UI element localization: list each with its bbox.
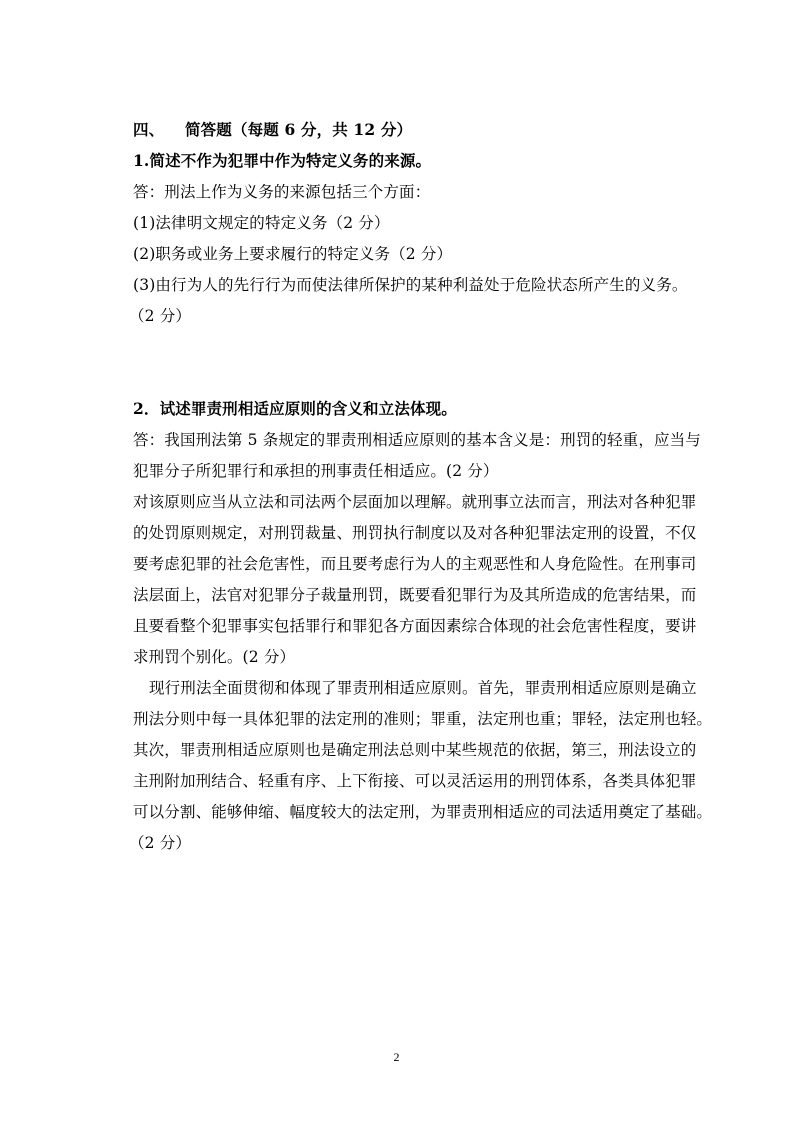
question-2-answer-line: 刑法分则中每一具体犯罪的法定刑的准则；罪重，法定刑也重；罪轻，法定刑也轻。 — [133, 710, 713, 728]
question-2-answer-line: 对该原则应当从立法和司法两个层面加以理解。就刑事立法而言，刑法对各种犯罪 — [133, 493, 697, 511]
question-2-answer-line: 要考虑犯罪的社会危害性，而且要考虑行为人的主观恶性和人身危险性。在刑事司 — [133, 555, 697, 573]
question-1-answer-line: （2 分） — [129, 307, 192, 325]
question-2-answer-line: 答：我国刑法第 5 条规定的罪责刑相适应原则的基本含义是：刑罚的轻重，应当与 — [133, 431, 701, 449]
question-2-answer-line: 其次，罪责刑相适应原则也是确定刑法总则中某些规范的依据，第三，刑法设立的 — [133, 741, 697, 759]
section-title: 简答题（每题 6 分，共 12 分） — [185, 120, 413, 139]
question-1-answer-line: (1)法律明文规定的特定义务（2 分） — [133, 214, 390, 232]
question-2-answer-line: 犯罪分子所犯罪行和承担的刑事责任相适应。(2 分） — [133, 462, 499, 480]
question-2-answer-line: 的处罚原则规定，对刑罚裁量、刑罚执行制度以及对各种犯罪法定刑的设置，不仅 — [133, 524, 697, 542]
question-2-answer-line: 主刑附加刑结合、轻重有序、上下衔接、可以灵活运用的刑罚体系，各类具体犯罪 — [133, 772, 697, 790]
section-heading — [133, 120, 713, 140]
question-2-answer-line: 可以分割、能够伸缩、幅度较大的法定刑，为罪责刑相适应的司法适用奠定了基础。 — [133, 803, 713, 821]
question-1-answer-line: (2)职务或业务上要求履行的特定义务（2 分） — [133, 245, 453, 263]
question-2-answer-line: （2 分） — [129, 834, 192, 852]
question-2-title: 2．试述罪责刑相适应原则的含义和立法体现。 — [133, 399, 457, 418]
page-number: 2 — [393, 1050, 400, 1064]
question-2-answer-line: 且要看整个犯罪事实包括罪行和罪犯各方面因素综合体现的社会危害性程度，要讲 — [133, 617, 697, 635]
question-1-title: 1.简述不作为犯罪中作为特定义务的来源。 — [133, 151, 432, 170]
question-2-answer-line: 现行刑法全面贯彻和体现了罪责刑相适应原则。首先，罪责刑相适应原则是确立 — [149, 679, 697, 697]
question-2-answer-line: 法层面上，法官对犯罪分子裁量刑罚，既要看犯罪行为及其所造成的危害结果，而 — [133, 586, 697, 604]
section-number: 四、 — [133, 120, 165, 139]
question-1-answer-line: (3)由行为人的先行行为而使法律所保护的某种利益处于危险状态所产生的义务。 — [133, 276, 688, 294]
question-2-answer-line: 求刑罚个别化。(2 分） — [133, 648, 296, 666]
question-1-answer-line: 答：刑法上作为义务的来源包括三个方面： — [133, 183, 431, 201]
